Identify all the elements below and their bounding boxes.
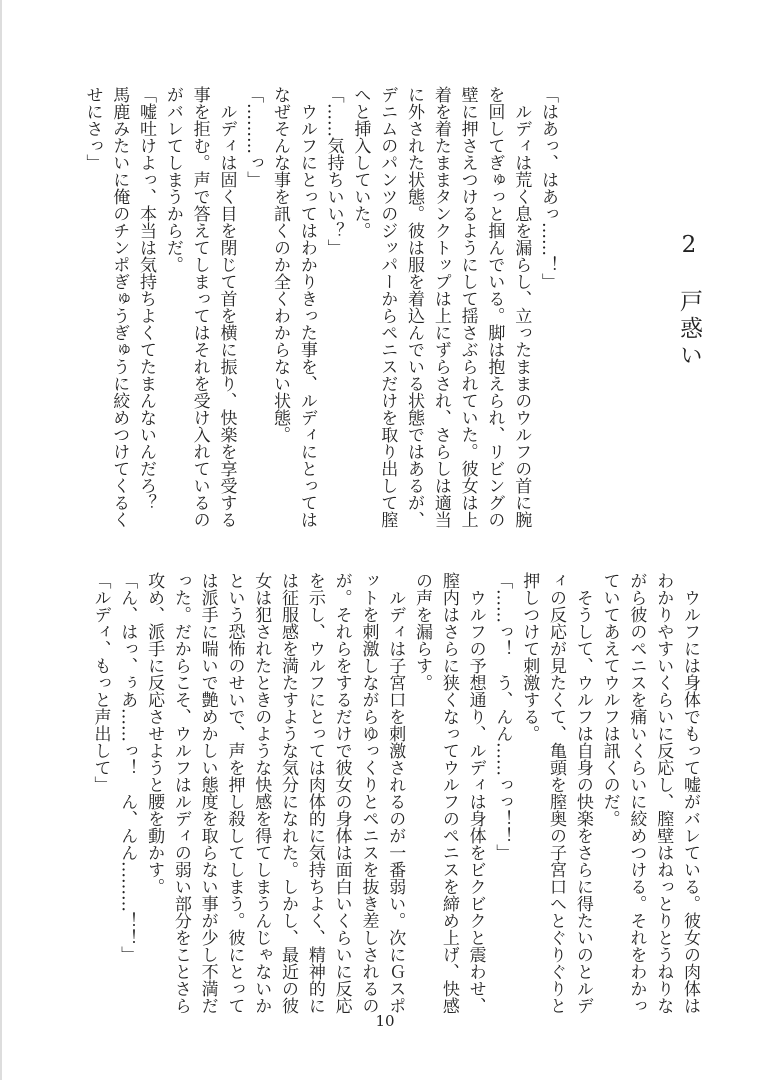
text-line: ウルフにとってはわかりきった事を、ルディにとっては: [296, 86, 317, 528]
text-line: 「嘘吐けよっ、本当は気持ちよくてたまんないんだろ？: [136, 86, 157, 511]
text-line: そうして、ウルフは自身の快楽をさらに得たいのとルデ: [572, 572, 593, 1014]
page-number: 10: [375, 1012, 395, 1030]
text-line: を回してぎゅっと掴んでいる。脚は抱えられ、リビングの: [484, 86, 505, 528]
text-line: がら彼のペニスを痛いくらいに絞めつける。それをわかっ: [626, 572, 647, 1014]
text-line: ウルフの予想通り、ルディは身体をビクビクと震わせ、: [465, 572, 486, 1014]
text-line: へと挿入していた。: [350, 86, 371, 239]
text-line: 女は犯されたときのような快感を得てしまうんじゃないか: [251, 572, 272, 1014]
text-line: がバレてしまうからだ。: [162, 86, 183, 273]
text-line: 「……気持ちいい？」: [323, 86, 344, 256]
text-line: ィの反応が見たくて、亀頭を膣奥の子宮口へとぐりぐりと: [546, 572, 567, 1014]
text-line: せにさっ」: [82, 86, 103, 171]
page-edge: [0, 0, 2, 1080]
text-line: ていてあえてウルフは訊くのだ。: [599, 572, 620, 827]
chapter-title: 2 戸惑い: [676, 232, 702, 370]
text-line: が。それらをするだけで彼女の身体は面白いくらいに反応: [331, 572, 352, 1014]
text-line: 「ルディ、もっと声出して」: [90, 572, 111, 793]
text-line: という恐怖のせいで、声を押し殺してしまう。彼にとって: [224, 572, 245, 1014]
text-line: ットを刺激しながらゆっくりとペニスを抜き差しされるの: [358, 572, 379, 1014]
text-line: 壁に押さえつけるようにして揺さぶられていた。彼女は上: [457, 86, 478, 528]
text-line: デニムのパンツのジッパーからペニスだけを取り出して膣: [377, 86, 398, 528]
text-line: は征服感を満たすような気分になれた。しかし、最近の彼: [278, 572, 299, 1014]
text-line: に外された状態。彼は服を着込んでいる状態ではあるが、: [404, 86, 425, 528]
text-line: 事を拒む。声で答えてしまってはそれを受け入れているの: [189, 86, 210, 528]
text-line: った。だからこそ、ウルフはルディの弱い部分をことさら: [170, 572, 191, 1014]
text-line: 膣内はさらに狭くなってウルフのペニスを締め上げ、快感: [438, 572, 459, 1014]
text-line: ルディは荒く息を漏らし、立ったままのウルフの首に腕: [511, 86, 532, 528]
text-line: は派手に喘いで艶めかしい態度を取らない事が少し不満だ: [197, 572, 218, 1014]
text-line: なぜそんな事を訊くのか全くわからない状態。: [270, 86, 291, 443]
text-line: わかりやすいくらいに反応し、膣壁はねっとりとうねりな: [653, 572, 674, 1014]
text-line: を示し、ウルフにとっては肉体的に気持ちよく、精神的に: [304, 572, 325, 1014]
text-line: 馬鹿みたいに俺のチンポぎゅうぎゅうに絞めつけてくるく: [109, 86, 130, 528]
text-block-top: [79, 86, 561, 528]
text-line: 押しつけて刺激する。: [519, 572, 540, 742]
text-line: 「………っ」: [243, 86, 264, 188]
text-line: 攻め、派手に反応させようと腰を動かす。: [144, 572, 165, 895]
text-line: ルディは子宮口を刺激されるのが一番弱い。次にＧスポ: [385, 572, 406, 1014]
text-line: 「……っ！ う、んん……っっ！！」: [492, 572, 513, 861]
text-line: 着を着たままタンクトップは上にずらされ、さらしは適当: [430, 86, 451, 528]
text-line: 「はあっ、はあっ……！」: [538, 86, 558, 290]
text-line: 「ん、はっ、ぅあ……っ！ ん、んん………！！」: [117, 572, 138, 963]
text-block-bottom: [87, 572, 703, 1014]
text-line: ルディは固く目を閉じて首を横に振り、快楽を享受する: [216, 86, 237, 528]
text-line: の声を漏らす。: [412, 572, 433, 691]
text-line: ウルフには身体でもって嘘がバレている。彼女の肉体は: [680, 572, 700, 1014]
